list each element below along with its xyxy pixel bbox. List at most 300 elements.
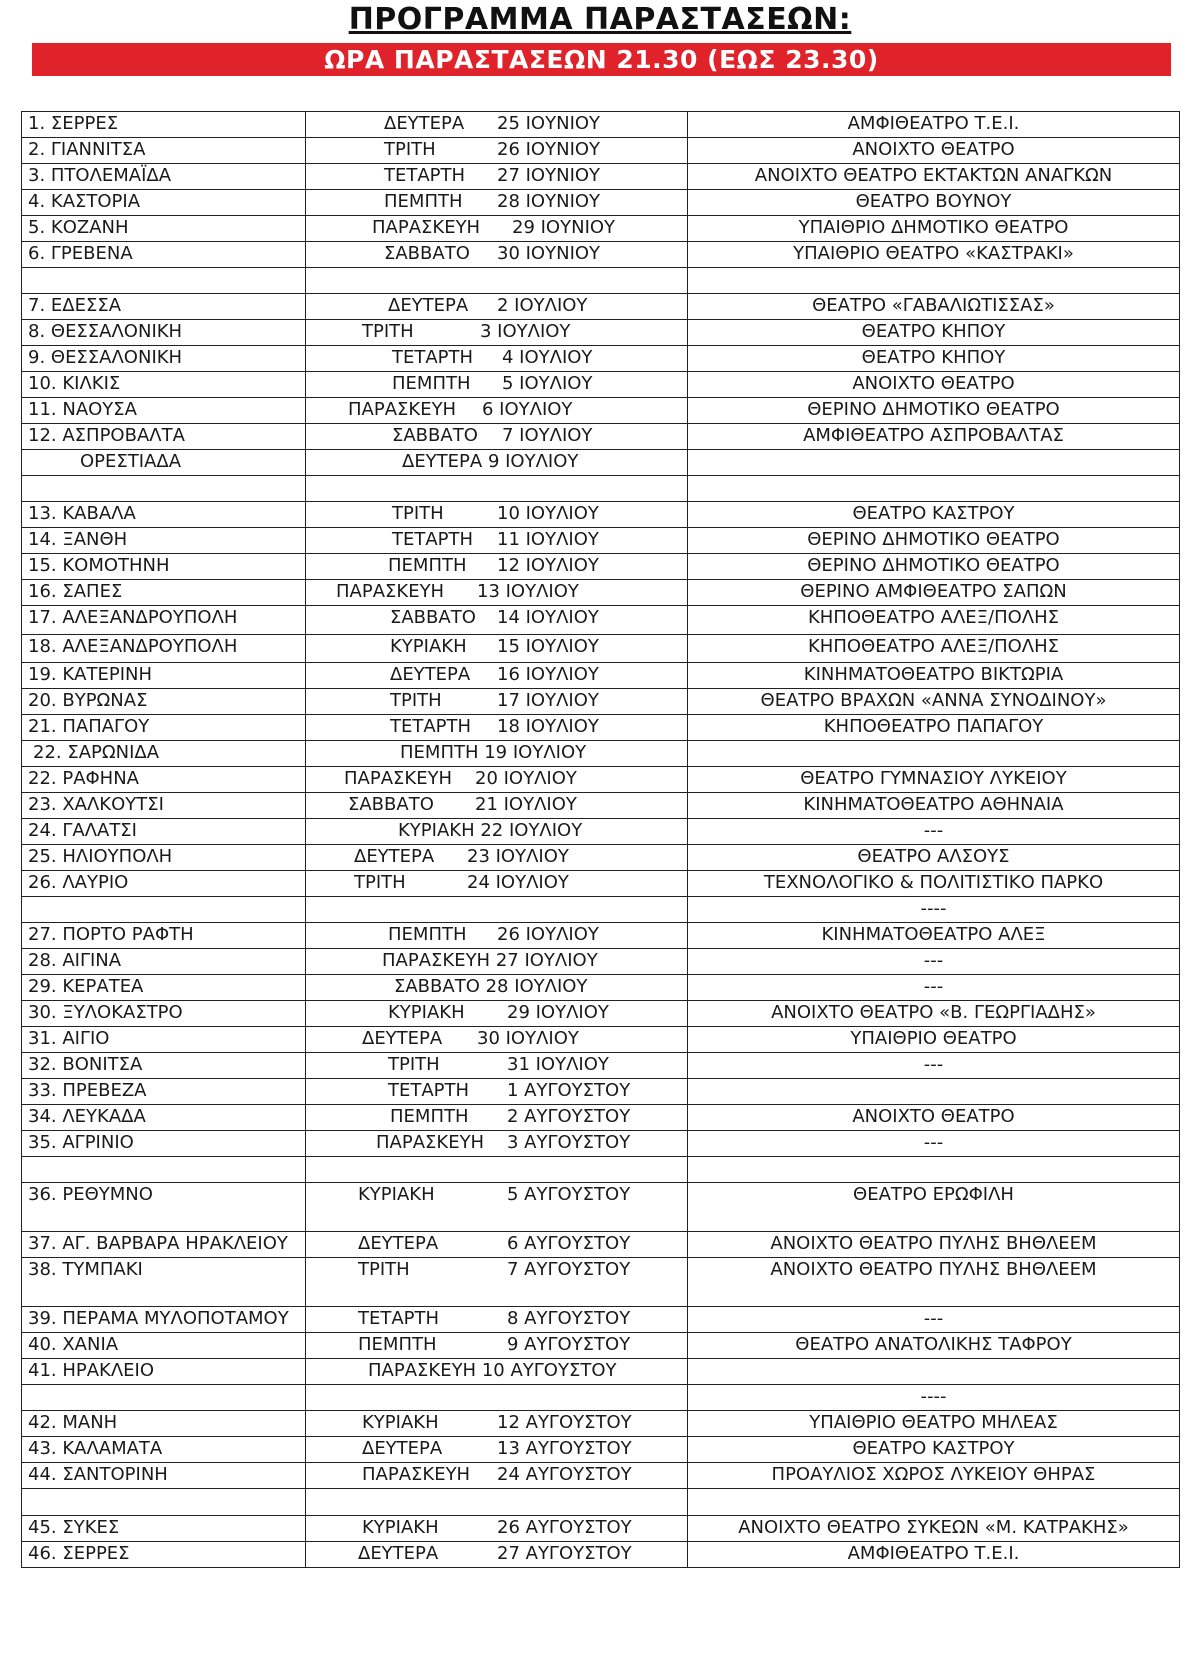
city-cell: 22. ΡΑΦΗΝΑ — [22, 767, 306, 793]
date-label: 6 ΑΥΓΟΥΣΤΟΥ — [507, 1233, 631, 1254]
date-cell — [306, 138, 688, 164]
venue-cell: ΘΕΑΤΡΟ ΚΑΣΤΡΟΥ — [688, 502, 1180, 528]
date-cell — [306, 1232, 688, 1258]
date-cell — [306, 1105, 688, 1131]
schedule-row — [22, 1489, 1180, 1516]
schedule-row — [22, 164, 1180, 190]
schedule-row — [22, 689, 1180, 715]
schedule-row — [22, 741, 1180, 767]
weekday-label: ΔΕΥΤΕΡΑ 9 ΙΟΥΛΙΟΥ — [402, 451, 579, 472]
city-cell: 33. ΠΡΕΒΕΖΑ — [22, 1079, 306, 1105]
city-cell: 42. ΜΑΝΗ — [22, 1411, 306, 1437]
city-cell: 3. ΠΤΟΛΕΜΑΪΔΑ — [22, 164, 306, 190]
city-cell: 38. ΤΥΜΠΑΚΙ — [22, 1258, 306, 1307]
schedule-row — [22, 320, 1180, 346]
city-cell: 44. ΣΑΝΤΟΡΙΝΗ — [22, 1463, 306, 1489]
date-cell — [306, 1157, 688, 1183]
date-label: 26 ΙΟΥΝΙΟΥ — [497, 139, 601, 160]
date-cell — [306, 845, 688, 871]
weekday-label: ΤΡΙΤΗ — [388, 1054, 440, 1075]
city-cell: 19. ΚΑΤΕΡΙΝΗ — [22, 663, 306, 689]
weekday-label: ΠΕΜΠΤΗ 19 ΙΟΥΛΙΟΥ — [400, 742, 587, 763]
weekday-label: ΣΑΒΒΑΤΟ — [348, 794, 434, 815]
city-cell — [22, 268, 306, 294]
date-cell — [306, 242, 688, 268]
date-cell — [306, 554, 688, 580]
date-cell — [306, 949, 688, 975]
schedule-row — [22, 1359, 1180, 1385]
city-cell: 23. ΧΑΛΚΟΥΤΣΙ — [22, 793, 306, 819]
schedule-row — [22, 1157, 1180, 1183]
date-label: 25 ΙΟΥΝΙΟΥ — [497, 113, 601, 134]
city-cell: 10. ΚΙΛΚΙΣ — [22, 372, 306, 398]
city-cell: 29. ΚΕΡΑΤΕΑ — [22, 975, 306, 1001]
date-cell — [306, 1053, 688, 1079]
city-cell: 12. ΑΣΠΡΟΒΑΛΤΑ — [22, 424, 306, 450]
date-label: 16 ΙΟΥΛΙΟΥ — [497, 664, 599, 685]
venue-cell: ΑΝΟΙΧΤΟ ΘΕΑΤΡΟ «Β. ΓΕΩΡΓΙΑΔΗΣ» — [688, 1001, 1180, 1027]
date-cell — [306, 320, 688, 346]
schedule-row — [22, 346, 1180, 372]
date-label: 26 ΙΟΥΛΙΟΥ — [497, 924, 599, 945]
schedule-row — [22, 424, 1180, 450]
schedule-row — [22, 845, 1180, 871]
date-cell — [306, 1307, 688, 1333]
weekday-label: ΠΕΜΠΤΗ — [384, 191, 463, 212]
venue-cell: ΘΕΑΤΡΟ ΚΗΠΟΥ — [688, 320, 1180, 346]
date-cell — [306, 398, 688, 424]
city-cell: 39. ΠΕΡΑΜΑ ΜΥΛΟΠΟΤΑΜΟΥ — [22, 1307, 306, 1333]
date-cell — [306, 164, 688, 190]
date-label: 29 ΙΟΥΛΙΟΥ — [507, 1002, 609, 1023]
weekday-label: ΤΕΤΑΡΤΗ — [392, 529, 474, 550]
date-cell — [306, 216, 688, 242]
date-cell — [306, 450, 688, 476]
schedule-row — [22, 528, 1180, 554]
date-label: 3 ΙΟΥΛΙΟΥ — [480, 321, 571, 342]
showtime-banner: ΩΡΑ ΠΑΡΑΣΤΑΣΕΩΝ 21.30 (ΕΩΣ 23.30) — [32, 43, 1171, 76]
schedule-row — [22, 216, 1180, 242]
city-cell: 21. ΠΑΠΑΓΟΥ — [22, 715, 306, 741]
schedule-row — [22, 635, 1180, 663]
date-cell — [306, 1516, 688, 1542]
weekday-label: ΠΑΡΑΣΚΕΥΗ — [372, 217, 481, 238]
date-cell — [306, 1027, 688, 1053]
venue-cell: ΘΕΑΤΡΟ «ΓΑΒΑΛΙΩΤΙΣΣΑΣ» — [688, 294, 1180, 320]
date-label: 24 ΑΥΓΟΥΣΤΟΥ — [497, 1464, 632, 1485]
date-label: 2 ΙΟΥΛΙΟΥ — [497, 295, 588, 316]
schedule-row — [22, 1333, 1180, 1359]
venue-cell: ΚΙΝΗΜΑΤΟΘΕΑΤΡΟ ΑΘΗΝΑΙΑ — [688, 793, 1180, 819]
date-cell — [306, 715, 688, 741]
schedule-row — [22, 1183, 1180, 1232]
date-cell — [306, 1333, 688, 1359]
city-cell: 13. ΚΑΒΑΛΑ — [22, 502, 306, 528]
venue-cell: ΘΕΑΤΡΟ ΓΥΜΝΑΣΙΟΥ ΛΥΚΕΙΟΥ — [688, 767, 1180, 793]
schedule-row — [22, 1232, 1180, 1258]
schedule-body — [22, 112, 1180, 1568]
weekday-label: ΚΥΡΙΑΚΗ — [362, 1517, 439, 1538]
venue-cell: ---- — [688, 1385, 1180, 1411]
schedule-row — [22, 1053, 1180, 1079]
date-label: 17 ΙΟΥΛΙΟΥ — [497, 690, 599, 711]
schedule-row — [22, 767, 1180, 793]
weekday-label: ΣΑΒΒΑΤΟ — [384, 243, 470, 264]
date-label: 14 ΙΟΥΛΙΟΥ — [497, 607, 599, 628]
city-cell: 7. ΕΔΕΣΣΑ — [22, 294, 306, 320]
venue-cell — [688, 1489, 1180, 1516]
city-cell: 24. ΓΑΛΑΤΣΙ — [22, 819, 306, 845]
schedule-row — [22, 1463, 1180, 1489]
weekday-label: ΚΥΡΙΑΚΗ — [362, 1412, 439, 1433]
city-cell: 40. ΧΑΝΙΑ — [22, 1333, 306, 1359]
weekday-label: ΤΕΤΑΡΤΗ — [358, 1308, 440, 1329]
date-cell — [306, 1385, 688, 1411]
date-cell — [306, 476, 688, 502]
city-cell: 2. ΓΙΑΝΝΙΤΣΑ — [22, 138, 306, 164]
city-cell: 32. ΒΟΝΙΤΣΑ — [22, 1053, 306, 1079]
venue-cell: ΑΝΟΙΧΤΟ ΘΕΑΤΡΟ ΠΥΛΗΣ ΒΗΘΛΕΕΜ — [688, 1258, 1180, 1307]
weekday-label: ΔΕΥΤΕΡΑ — [354, 846, 435, 867]
schedule-row — [22, 1437, 1180, 1463]
weekday-label: ΠΑΡΑΣΚΕΥΗ — [376, 1132, 485, 1153]
date-cell — [306, 635, 688, 663]
weekday-label: ΤΕΤΑΡΤΗ — [390, 716, 472, 737]
date-cell — [306, 793, 688, 819]
page-title: ΠΡΟΓΡΑΜΜΑ ΠΑΡΑΣΤΑΣΕΩΝ: — [348, 2, 852, 37]
schedule-row — [22, 580, 1180, 606]
date-label: 20 ΙΟΥΛΙΟΥ — [475, 768, 577, 789]
date-label: 5 ΙΟΥΛΙΟΥ — [502, 373, 593, 394]
city-cell: 35. ΑΓΡΙΝΙΟ — [22, 1131, 306, 1157]
venue-cell: ΥΠΑΙΘΡΙΟ ΔΗΜΟΤΙΚΟ ΘΕΑΤΡΟ — [688, 216, 1180, 242]
city-cell: 28. ΑΙΓΙΝΑ — [22, 949, 306, 975]
weekday-label: ΤΕΤΑΡΤΗ — [388, 1080, 470, 1101]
venue-cell: ΥΠΑΙΘΡΙΟ ΘΕΑΤΡΟ «ΚΑΣΤΡΑΚΙ» — [688, 242, 1180, 268]
date-label: 13 ΑΥΓΟΥΣΤΟΥ — [497, 1438, 632, 1459]
date-cell — [306, 663, 688, 689]
venue-cell: ΤΕΧΝΟΛΟΓΙΚΟ & ΠΟΛΙΤΙΣΤΙΚΟ ΠΑΡΚΟ — [688, 871, 1180, 897]
venue-cell: ΘΕΑΤΡΟ ΑΝΑΤΟΛΙΚΗΣ ΤΑΦΡΟΥ — [688, 1333, 1180, 1359]
date-label: 28 ΙΟΥΝΙΟΥ — [497, 191, 601, 212]
schedule-row — [22, 190, 1180, 216]
venue-cell: ΠΡΟΑΥΛΙΟΣ ΧΩΡΟΣ ΛΥΚΕΙΟΥ ΘΗΡΑΣ — [688, 1463, 1180, 1489]
weekday-label: ΠΕΜΠΤΗ — [358, 1334, 437, 1355]
city-cell: 1. ΣΕΡΡΕΣ — [22, 112, 306, 138]
schedule-row — [22, 294, 1180, 320]
date-cell — [306, 580, 688, 606]
venue-cell: ΑΜΦΙΘΕΑΤΡΟ Τ.Ε.Ι. — [688, 112, 1180, 138]
date-label: 5 ΑΥΓΟΥΣΤΟΥ — [507, 1184, 631, 1205]
venue-cell: ΑΝΟΙΧΤΟ ΘΕΑΤΡΟ — [688, 1105, 1180, 1131]
date-cell — [306, 112, 688, 138]
schedule-row — [22, 793, 1180, 819]
weekday-label: ΤΡΙΤΗ — [354, 872, 406, 893]
schedule-row — [22, 871, 1180, 897]
weekday-label: ΣΑΒΒΑΤΟ — [392, 425, 478, 446]
venue-cell: ΥΠΑΙΘΡΙΟ ΘΕΑΤΡΟ — [688, 1027, 1180, 1053]
schedule-row — [22, 1001, 1180, 1027]
date-label: 23 ΙΟΥΛΙΟΥ — [467, 846, 569, 867]
schedule-row — [22, 1131, 1180, 1157]
venue-cell: ΘΕΡΙΝΟ ΔΗΜΟΤΙΚΟ ΘΕΑΤΡΟ — [688, 528, 1180, 554]
city-cell: 45. ΣΥΚΕΣ — [22, 1516, 306, 1542]
venue-cell: ΘΕΑΤΡΟ ΑΛΣΟΥΣ — [688, 845, 1180, 871]
date-cell — [306, 346, 688, 372]
date-cell — [306, 975, 688, 1001]
schedule-row — [22, 268, 1180, 294]
weekday-label: ΣΑΒΒΑΤΟ — [390, 607, 476, 628]
venue-cell: ΘΕΑΤΡΟ ΒΟΥΝΟΥ — [688, 190, 1180, 216]
city-cell: 30. ΞΥΛΟΚΑΣΤΡΟ — [22, 1001, 306, 1027]
venue-cell: ΘΕΡΙΝΟ ΔΗΜΟΤΙΚΟ ΘΕΑΤΡΟ — [688, 398, 1180, 424]
date-label: 12 ΑΥΓΟΥΣΤΟΥ — [497, 1412, 632, 1433]
weekday-label: ΔΕΥΤΕΡΑ — [358, 1543, 439, 1564]
city-cell — [22, 897, 306, 923]
weekday-label: ΣΑΒΒΑΤΟ 28 ΙΟΥΛΙΟΥ — [394, 976, 588, 997]
venue-cell: --- — [688, 1053, 1180, 1079]
schedule-row — [22, 663, 1180, 689]
weekday-label: ΤΡΙΤΗ — [362, 321, 414, 342]
venue-cell: ΘΕΡΙΝΟ ΑΜΦΙΘΕΑΤΡΟ ΣΑΠΩΝ — [688, 580, 1180, 606]
date-label: 9 ΑΥΓΟΥΣΤΟΥ — [507, 1334, 631, 1355]
venue-cell — [688, 1157, 1180, 1183]
venue-cell: ΥΠΑΙΘΡΙΟ ΘΕΑΤΡΟ ΜΗΛΕΑΣ — [688, 1411, 1180, 1437]
date-cell — [306, 923, 688, 949]
schedule-row — [22, 138, 1180, 164]
weekday-label: ΚΥΡΙΑΚΗ — [388, 1002, 465, 1023]
schedule-row — [22, 1411, 1180, 1437]
schedule-row — [22, 923, 1180, 949]
venue-cell: --- — [688, 1131, 1180, 1157]
schedule-row — [22, 450, 1180, 476]
date-cell — [306, 1001, 688, 1027]
date-cell — [306, 1258, 688, 1307]
venue-cell — [688, 268, 1180, 294]
date-cell — [306, 1463, 688, 1489]
weekday-label: ΤΡΙΤΗ — [390, 690, 442, 711]
weekday-label: ΠΑΡΑΣΚΕΥΗ — [344, 768, 453, 789]
city-cell: 6. ΓΡΕΒΕΝΑ — [22, 242, 306, 268]
venue-cell: ΑΝΟΙΧΤΟ ΘΕΑΤΡΟ ΕΚΤΑΚΤΩΝ ΑΝΑΓΚΩΝ — [688, 164, 1180, 190]
weekday-label: ΠΕΜΠΤΗ — [388, 555, 467, 576]
date-cell — [306, 528, 688, 554]
venue-cell: ΑΝΟΙΧΤΟ ΘΕΑΤΡΟ — [688, 138, 1180, 164]
date-cell — [306, 871, 688, 897]
venue-cell — [688, 450, 1180, 476]
venue-cell: ΑΝΟΙΧΤΟ ΘΕΑΤΡΟ ΠΥΛΗΣ ΒΗΘΛΕΕΜ — [688, 1232, 1180, 1258]
city-cell: 26. ΛΑΥΡΙΟ — [22, 871, 306, 897]
city-cell — [22, 476, 306, 502]
date-label: 21 ΙΟΥΛΙΟΥ — [475, 794, 577, 815]
schedule-row — [22, 1258, 1180, 1307]
weekday-label: ΤΡΙΤΗ — [384, 139, 436, 160]
date-cell — [306, 1437, 688, 1463]
date-label: 26 ΑΥΓΟΥΣΤΟΥ — [497, 1517, 632, 1538]
date-cell — [306, 294, 688, 320]
schedule-row — [22, 1542, 1180, 1568]
city-cell: 41. ΗΡΑΚΛΕΙΟ — [22, 1359, 306, 1385]
date-label: 18 ΙΟΥΛΙΟΥ — [497, 716, 599, 737]
schedule-row — [22, 398, 1180, 424]
venue-cell — [688, 1079, 1180, 1105]
date-cell — [306, 1489, 688, 1516]
schedule-row — [22, 1105, 1180, 1131]
venue-cell: ΑΝΟΙΧΤΟ ΘΕΑΤΡΟ — [688, 372, 1180, 398]
date-label: 30 ΙΟΥΛΙΟΥ — [477, 1028, 579, 1049]
date-cell — [306, 502, 688, 528]
city-cell: 11. ΝΑΟΥΣΑ — [22, 398, 306, 424]
weekday-label: ΤΕΤΑΡΤΗ — [384, 165, 466, 186]
performance-schedule-table — [21, 111, 1180, 1568]
venue-cell: --- — [688, 819, 1180, 845]
venue-cell: ΑΝΟΙΧΤΟ ΘΕΑΤΡΟ ΣΥΚΕΩΝ «Μ. ΚΑΤΡΑΚΗΣ» — [688, 1516, 1180, 1542]
venue-cell: ΚΙΝΗΜΑΤΟΘΕΑΤΡΟ ΑΛΕΞ — [688, 923, 1180, 949]
date-cell — [306, 1542, 688, 1568]
date-label: 2 ΑΥΓΟΥΣΤΟΥ — [507, 1106, 631, 1127]
venue-cell: ΑΜΦΙΘΕΑΤΡΟ Τ.Ε.Ι. — [688, 1542, 1180, 1568]
city-cell: 15. ΚΟΜΟΤΗΝΗ — [22, 554, 306, 580]
weekday-label: ΠΕΜΠΤΗ — [390, 1106, 469, 1127]
weekday-label: ΤΡΙΤΗ — [392, 503, 444, 524]
date-cell — [306, 897, 688, 923]
date-cell — [306, 1183, 688, 1232]
weekday-label: ΤΡΙΤΗ — [358, 1259, 410, 1280]
date-label: 27 ΙΟΥΝΙΟΥ — [497, 165, 601, 186]
date-cell — [306, 424, 688, 450]
venue-cell: ΚΙΝΗΜΑΤΟΘΕΑΤΡΟ ΒΙΚΤΩΡΙΑ — [688, 663, 1180, 689]
date-label: 30 ΙΟΥΝΙΟΥ — [497, 243, 601, 264]
city-cell: 36. ΡΕΘΥΜΝΟ — [22, 1183, 306, 1232]
schedule-row — [22, 476, 1180, 502]
city-cell: 43. ΚΑΛΑΜΑΤΑ — [22, 1437, 306, 1463]
city-cell — [22, 1157, 306, 1183]
date-cell — [306, 1411, 688, 1437]
city-cell: 31. ΑΙΓΙΟ — [22, 1027, 306, 1053]
venue-cell: ΚΗΠΟΘΕΑΤΡΟ ΑΛΕΞ/ΠΟΛΗΣ — [688, 606, 1180, 635]
schedule-row — [22, 897, 1180, 923]
schedule-row — [22, 1385, 1180, 1411]
schedule-row — [22, 1307, 1180, 1333]
date-cell — [306, 1131, 688, 1157]
date-label: 1 ΑΥΓΟΥΣΤΟΥ — [507, 1080, 631, 1101]
weekday-label: ΔΕΥΤΕΡΑ — [362, 1438, 443, 1459]
city-cell: 5. ΚΟΖΑΝΗ — [22, 216, 306, 242]
weekday-label: ΚΥΡΙΑΚΗ 22 ΙΟΥΛΙΟΥ — [398, 820, 583, 841]
city-cell: 27. ΠΟΡΤΟ ΡΑΦΤΗ — [22, 923, 306, 949]
date-label: 7 ΙΟΥΛΙΟΥ — [502, 425, 593, 446]
venue-cell: ΘΕΑΤΡΟ ΕΡΩΦΙΛΗ — [688, 1183, 1180, 1232]
city-cell: 25. ΗΛΙΟΥΠΟΛΗ — [22, 845, 306, 871]
weekday-label: ΔΕΥΤΕΡΑ — [390, 664, 471, 685]
weekday-label: ΔΕΥΤΕΡΑ — [384, 113, 465, 134]
date-cell — [306, 190, 688, 216]
date-label: 11 ΙΟΥΛΙΟΥ — [497, 529, 599, 550]
weekday-label: ΠΑΡΑΣΚΕΥΗ — [362, 1464, 471, 1485]
date-label: 12 ΙΟΥΛΙΟΥ — [497, 555, 599, 576]
city-cell: 17. ΑΛΕΞΑΝΔΡΟΥΠΟΛΗ — [22, 606, 306, 635]
city-cell: 9. ΘΕΣΣΑΛΟΝΙΚΗ — [22, 346, 306, 372]
schedule-row — [22, 975, 1180, 1001]
weekday-label: ΔΕΥΤΕΡΑ — [358, 1233, 439, 1254]
city-cell: 18. ΑΛΕΞΑΝΔΡΟΥΠΟΛΗ — [22, 635, 306, 663]
schedule-row — [22, 1516, 1180, 1542]
weekday-label: ΚΥΡΙΑΚΗ — [358, 1184, 435, 1205]
date-cell — [306, 819, 688, 845]
city-cell: 14. ΞΑΝΘΗ — [22, 528, 306, 554]
city-cell: 37. ΑΓ. ΒΑΡΒΑΡΑ ΗΡΑΚΛΕΙΟΥ — [22, 1232, 306, 1258]
date-cell — [306, 741, 688, 767]
schedule-row — [22, 112, 1180, 138]
date-label: 13 ΙΟΥΛΙΟΥ — [477, 581, 579, 602]
city-cell: 16. ΣΑΠΕΣ — [22, 580, 306, 606]
date-label: 29 ΙΟΥΝΙΟΥ — [512, 217, 616, 238]
weekday-label: ΠΑΡΑΣΚΕΥΗ — [336, 581, 445, 602]
schedule-row — [22, 606, 1180, 635]
date-cell — [306, 1359, 688, 1385]
venue-cell: ΚΗΠΟΘΕΑΤΡΟ ΠΑΠΑΓΟΥ — [688, 715, 1180, 741]
weekday-label: ΔΕΥΤΕΡΑ — [388, 295, 469, 316]
venue-cell — [688, 476, 1180, 502]
schedule-row — [22, 1027, 1180, 1053]
city-cell: 34. ΛΕΥΚΑΔΑ — [22, 1105, 306, 1131]
date-cell — [306, 1079, 688, 1105]
weekday-label: ΠΕΜΠΤΗ — [388, 924, 467, 945]
date-label: 24 ΙΟΥΛΙΟΥ — [467, 872, 569, 893]
schedule-row — [22, 715, 1180, 741]
venue-cell: --- — [688, 949, 1180, 975]
city-cell — [22, 1489, 306, 1516]
date-cell — [306, 372, 688, 398]
date-label: 15 ΙΟΥΛΙΟΥ — [497, 636, 599, 657]
date-label: 8 ΑΥΓΟΥΣΤΟΥ — [507, 1308, 631, 1329]
date-label: 4 ΙΟΥΛΙΟΥ — [502, 347, 593, 368]
city-cell: 22. ΣΑΡΩΝΙΔΑ — [22, 741, 306, 767]
date-cell — [306, 268, 688, 294]
schedule-row — [22, 242, 1180, 268]
date-label: 10 ΙΟΥΛΙΟΥ — [497, 503, 599, 524]
date-label: 27 ΑΥΓΟΥΣΤΟΥ — [497, 1543, 632, 1564]
date-cell — [306, 767, 688, 793]
city-cell: 8. ΘΕΣΣΑΛΟΝΙΚΗ — [22, 320, 306, 346]
city-cell — [22, 1385, 306, 1411]
weekday-label: ΔΕΥΤΕΡΑ — [362, 1028, 443, 1049]
weekday-label: ΠΑΡΑΣΚΕΥΗ 10 ΑΥΓΟΥΣΤΟΥ — [368, 1360, 617, 1381]
date-label: 6 ΙΟΥΛΙΟΥ — [482, 399, 573, 420]
date-label: 3 ΑΥΓΟΥΣΤΟΥ — [507, 1132, 631, 1153]
venue-cell: ΘΕΑΤΡΟ ΒΡΑΧΩΝ «ΑΝΝΑ ΣΥΝΟΔΙΝΟΥ» — [688, 689, 1180, 715]
date-label: 7 ΑΥΓΟΥΣΤΟΥ — [507, 1259, 631, 1280]
schedule-row — [22, 1079, 1180, 1105]
venue-cell — [688, 1359, 1180, 1385]
city-cell: 4. ΚΑΣΤΟΡΙΑ — [22, 190, 306, 216]
weekday-label: ΠΑΡΑΣΚΕΥΗ 27 ΙΟΥΛΙΟΥ — [382, 950, 598, 971]
venue-cell: ΘΕΡΙΝΟ ΔΗΜΟΤΙΚΟ ΘΕΑΤΡΟ — [688, 554, 1180, 580]
venue-cell: ---- — [688, 897, 1180, 923]
weekday-label: ΠΑΡΑΣΚΕΥΗ — [348, 399, 457, 420]
date-cell — [306, 689, 688, 715]
schedule-row — [22, 372, 1180, 398]
city-cell: 20. ΒΥΡΩΝΑΣ — [22, 689, 306, 715]
schedule-row — [22, 502, 1180, 528]
venue-cell — [688, 741, 1180, 767]
city-cell: ΟΡΕΣΤΙΑΔΑ — [22, 450, 306, 476]
venue-cell: --- — [688, 975, 1180, 1001]
venue-cell: --- — [688, 1307, 1180, 1333]
schedule-row — [22, 949, 1180, 975]
date-label: 31 ΙΟΥΛΙΟΥ — [507, 1054, 609, 1075]
date-cell — [306, 606, 688, 635]
